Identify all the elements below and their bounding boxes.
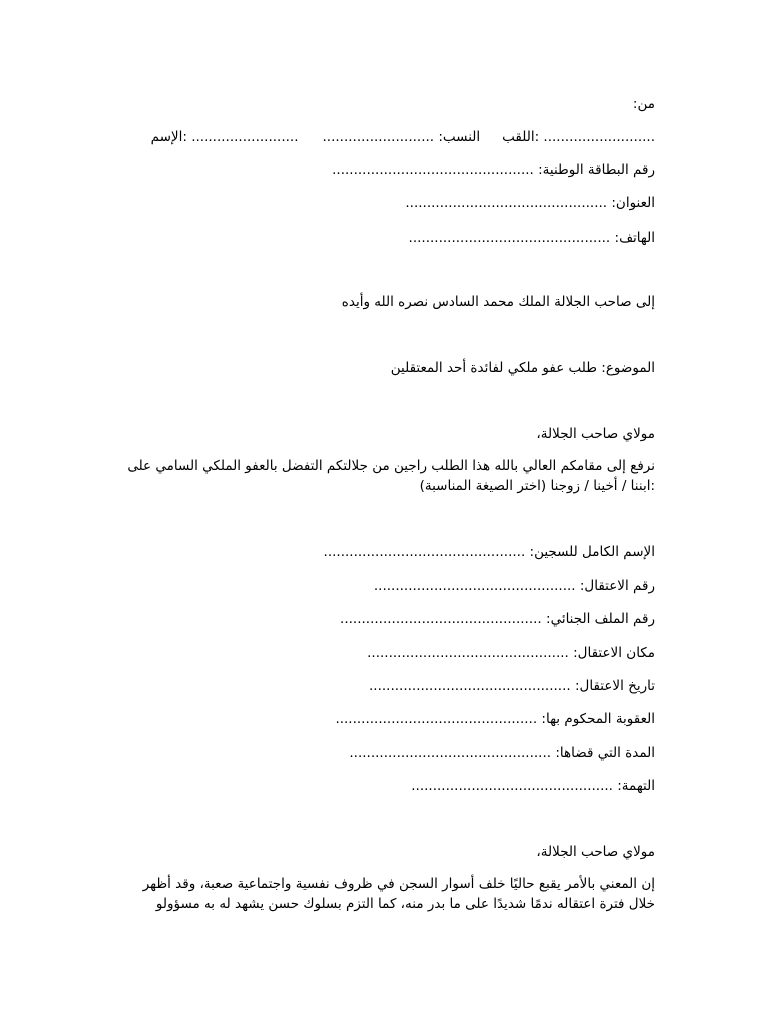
recipient-line: إلى صاحب الجلالة الملك محمد السادس نصره الله وأيده: [341, 294, 655, 310]
intro-line-1: نرفع إلى مقامكم العالي بالله هذا الطلب راجين من جلالتكم التفضل بالعفو الملكي السامي على: [127, 458, 655, 474]
intro-line-2: :ابننا / أخينا / زوجنا (اختر الصيغة المناسبة): [419, 478, 655, 494]
salutation-1: ،مولاي صاحب الجلالة: [536, 426, 655, 442]
subject-line: الموضوع: طلب عفو ملكي لفائدة أحد المعتقلين: [390, 360, 655, 376]
sentence: ............................................... :العقوبة المحكوم بها: [335, 711, 655, 727]
time-served: ............................................... :المدة التي قضاها: [349, 745, 655, 761]
criminal-file-number: ............................................... :رقم الملف الجنائي: [340, 611, 655, 627]
detention-place: ............................................... :مكان الاعتقال: [367, 645, 655, 661]
intro-paragraph: [110, 456, 655, 496]
id-card-field: ............................................... :رقم البطاقة الوطنية: [332, 162, 655, 178]
detention-date: ............................................... :تاريخ الاعتقال: [368, 678, 655, 694]
closing-line-2: خلال فترة اعتقاله ندمًا شديدًا على ما بدر منه، كما التزم بسلوك حسن يشهد له به مسؤولو: [155, 896, 655, 912]
closing-paragraph: [110, 874, 655, 914]
phone-field: ............................................... :الهاتف: [408, 230, 655, 246]
prisoner-full-name: ............................................... :الإسم الكامل للسجين: [323, 544, 655, 560]
nasab-field: النسب: ..........................: [322, 129, 481, 145]
from-label: :من: [632, 96, 655, 112]
closing-line-1: إن المعني بالأمر يقبع حاليًا خلف أسوار السجن في ظروف نفسية واجتماعية صعبة، وقد أظهر: [142, 876, 655, 892]
charge: ............................................... :التهمة: [411, 778, 655, 794]
detention-number: ............................................... :رقم الاعتقال: [373, 578, 655, 594]
name-row: [151, 127, 655, 147]
name-field: ......................... :الإسم: ..........................: [150, 129, 655, 145]
address-field: ............................................... :العنوان: [405, 195, 655, 211]
salutation-2: ،مولاي صاحب الجلالة: [536, 844, 655, 860]
surname-label: اللقب: [502, 129, 535, 145]
